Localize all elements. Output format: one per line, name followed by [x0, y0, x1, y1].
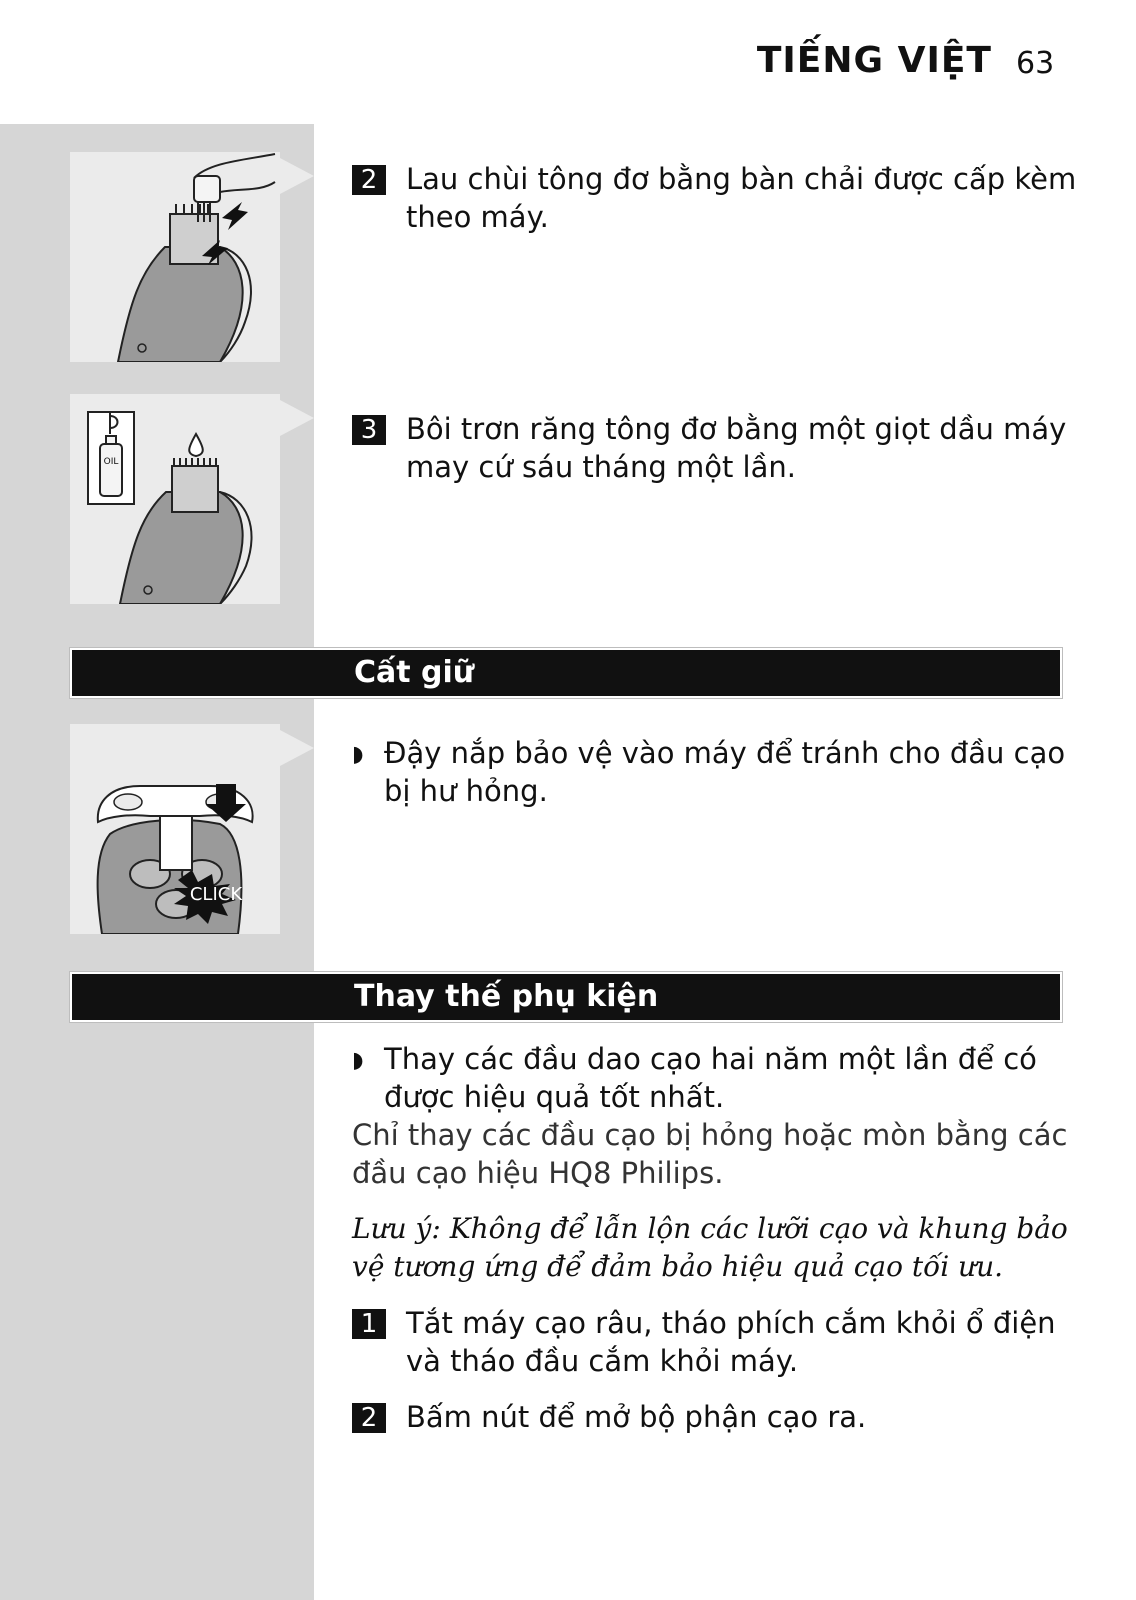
oil-label: OIL [103, 457, 119, 467]
bullet-text: Thay các đầu dao cạo hai năm một lần để có được hiệu quả tốt nhất. [384, 1042, 1037, 1114]
illustration-pointer [280, 730, 314, 766]
section-header-storage [70, 648, 1062, 698]
step-number-badge: 2 [352, 165, 386, 195]
step-number-badge: 2 [352, 1403, 386, 1433]
section-title: Cất giữ [354, 655, 475, 690]
bullet-text: Đậy nắp bảo vệ vào máy để tránh cho đầu cạo bị hư hỏng. [384, 736, 1066, 808]
step-text: Bôi trơn răng tông đơ bằng một giọt dầu máy may cứ sáu tháng một lần. [406, 412, 1067, 484]
illustration-pointer [280, 400, 314, 436]
bullet-icon: ◗ [352, 742, 364, 767]
replacement-paragraph: Chỉ thay các đầu cạo bị hỏng hoặc mòn bằng các đầu cạo hiệu HQ8 Philips. [352, 1118, 1068, 1190]
section-header-replacement [70, 972, 1062, 1022]
illustration-pointer [280, 158, 314, 194]
oil-bottle-icon [70, 394, 280, 604]
shaver-cap-icon [70, 724, 280, 934]
page-number: 63 [1016, 46, 1055, 81]
step-number-badge: 3 [352, 415, 386, 445]
illustration-brush-cleaning [70, 152, 280, 362]
click-label: CLICK [189, 884, 243, 905]
section-title: Thay thế phụ kiện [354, 979, 659, 1014]
illustration-oil-lubrication [70, 394, 280, 604]
illustration-protective-cap [70, 724, 280, 934]
page-language-title: TIẾNG VIỆT [756, 40, 992, 81]
step-number-badge: 1 [352, 1309, 386, 1339]
bullet-icon: ◗ [352, 1048, 364, 1073]
step-text: Bấm nút để mở bộ phận cạo ra. [406, 1400, 867, 1434]
shaver-brush-icon [70, 152, 280, 362]
step-text: Tắt máy cạo râu, tháo phích cắm khỏi ổ điện và tháo đầu cắm khỏi máy. [406, 1306, 1056, 1378]
step-text: Lau chùi tông đơ bằng bàn chải được cấp kèm theo máy. [406, 162, 1077, 234]
replacement-note: Lưu ý: Không để lẫn lộn các lưỡi cạo và khung bảo vệ tương ứng để đảm bảo hiệu quả cạo tối ưu. [352, 1212, 1068, 1283]
